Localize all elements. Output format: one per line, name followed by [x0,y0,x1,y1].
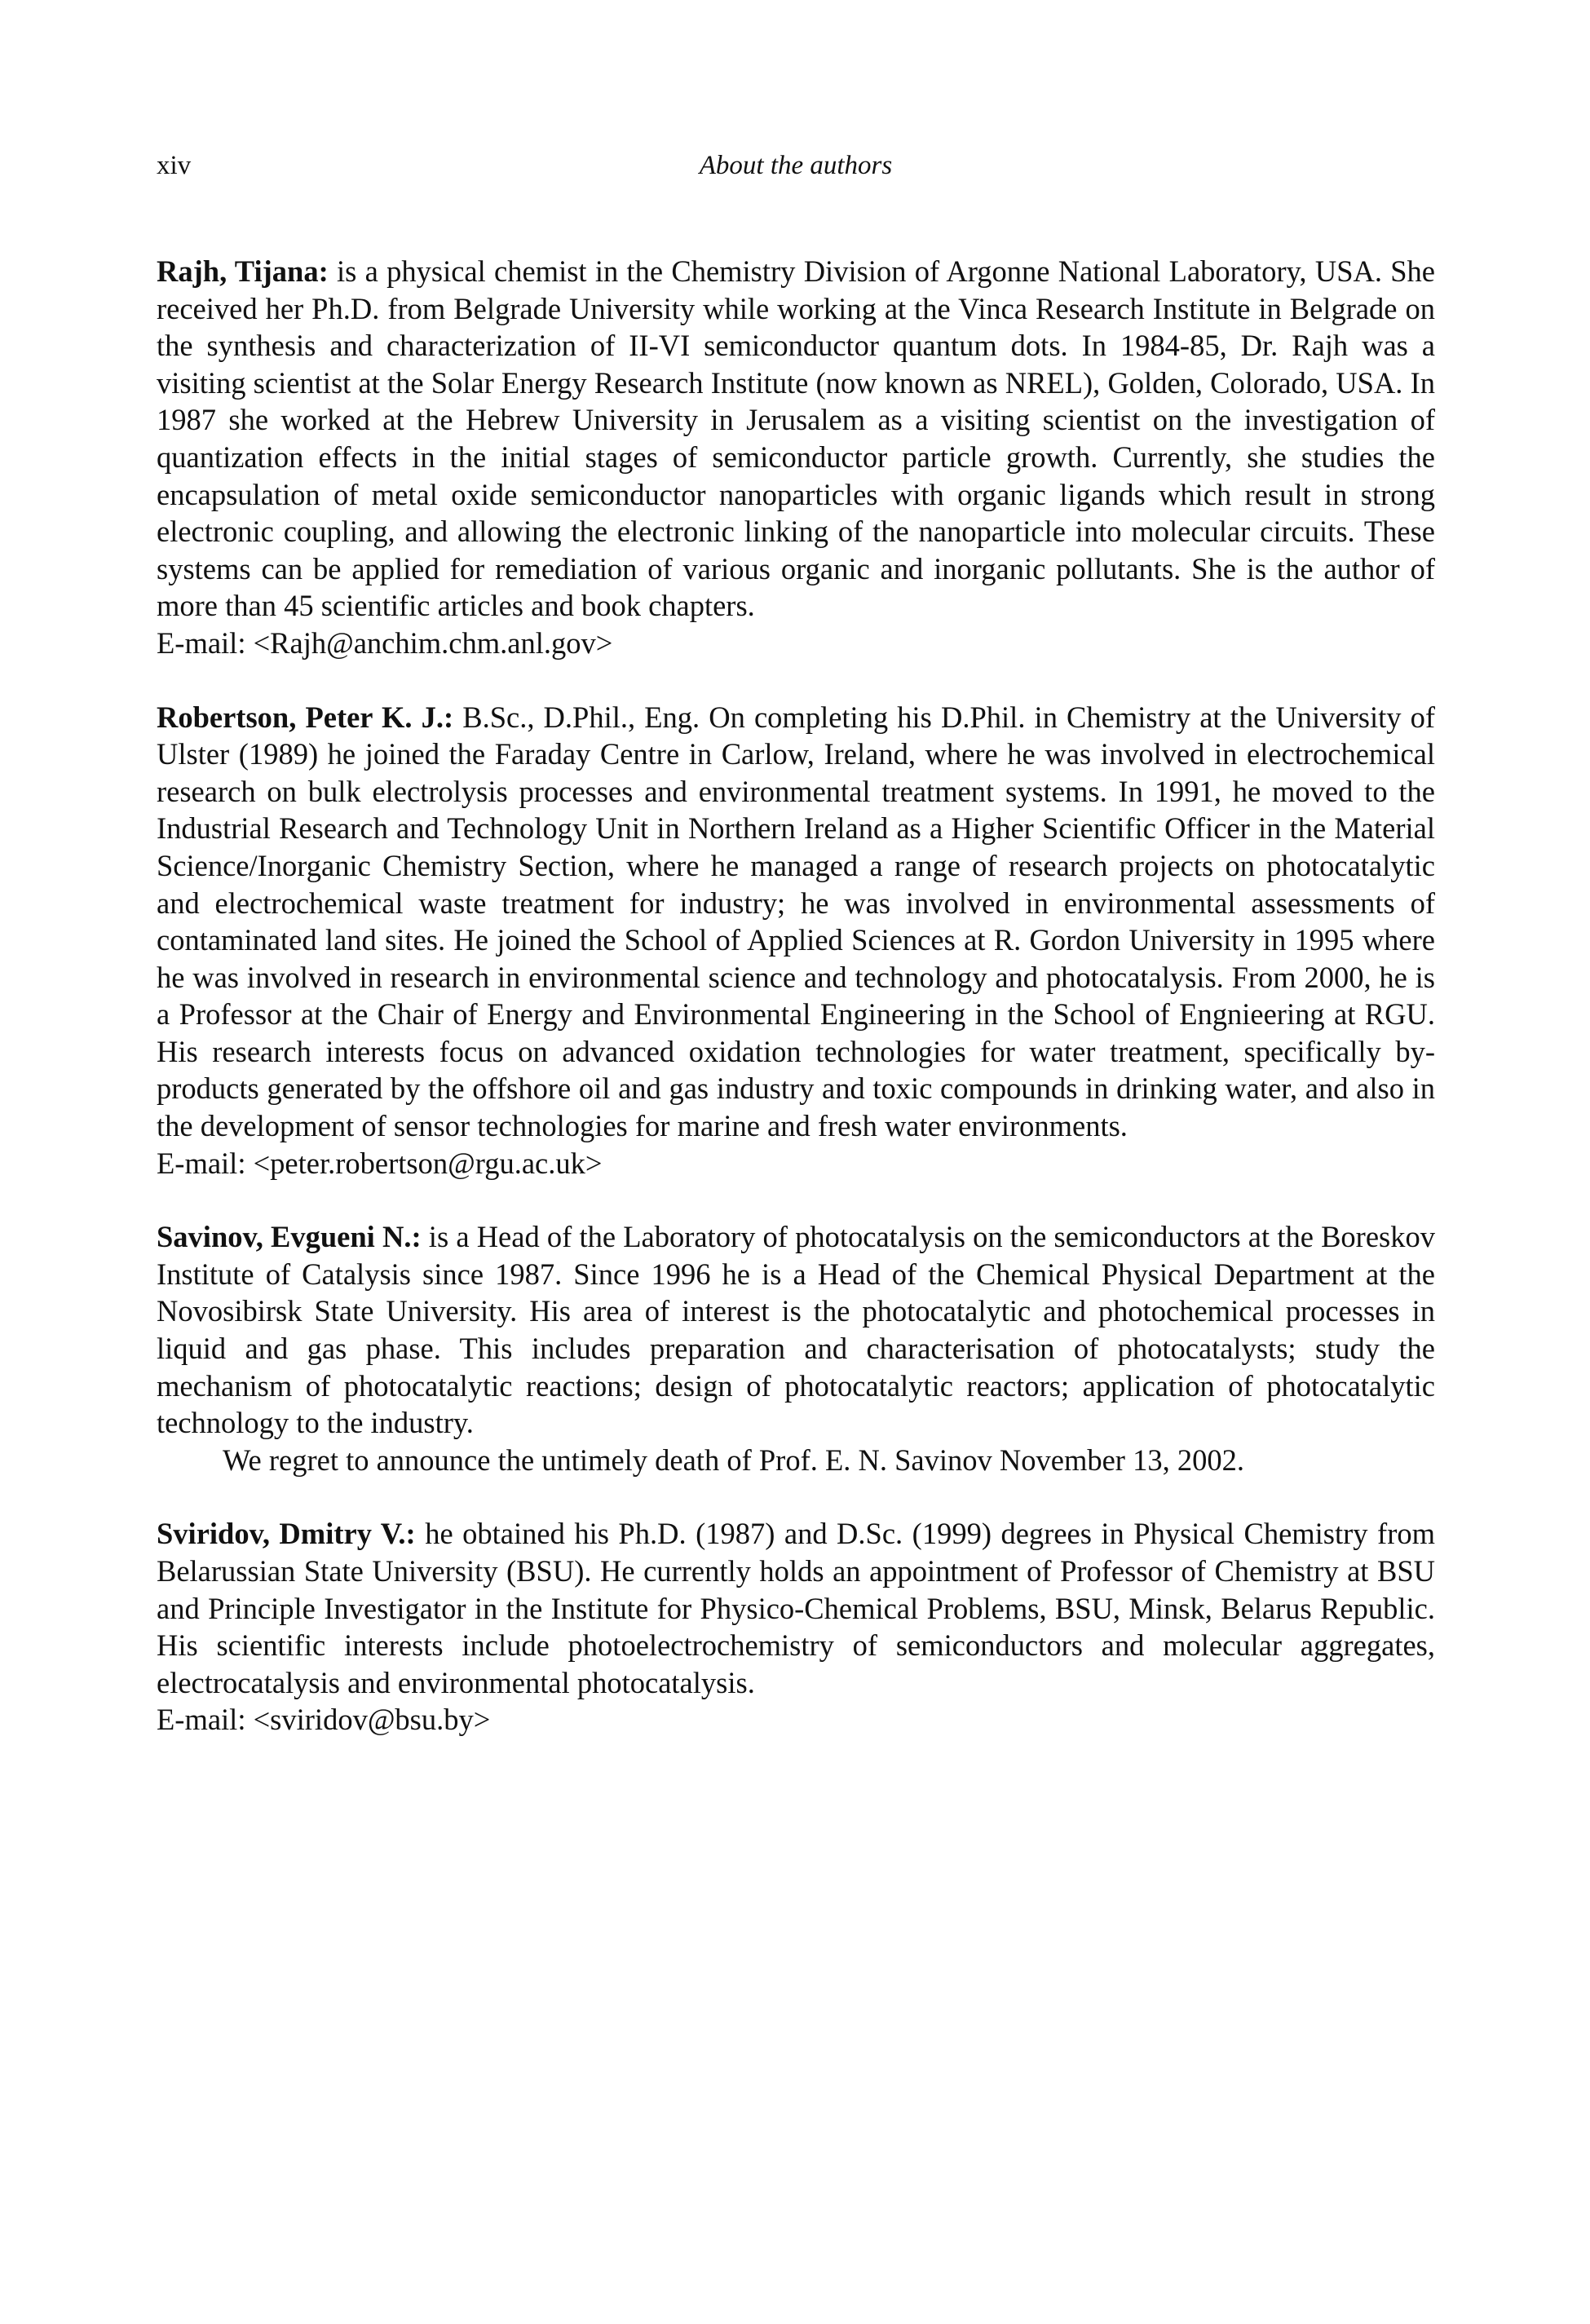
author-bio [157,1218,1435,1442]
author-bio [157,1515,1435,1701]
author-bio-text: is a Head of the Laboratory of photocatalysis on the semiconductors at the Boreskov Institute of Catalysis since 1987. Since 1996 he is a Head of the Chemical Physical Department at the Novosibirsk State University. His area of interest is the photocatalytic and photochemical processes in liquid and gas phase. This includes preparation and characterisation of photocatalysts; study the mechanism of photocatalytic reactions; design of photocatalytic reactors; application of photocatalytic technology to the industry. [157,1220,1435,1440]
author-bio-text: he obtained his Ph.D. (1987) and D.Sc. (1999) degrees in Physical Chemistry from Belarussian State University (BSU). He currently holds an appointment of Professor of Chemistry at BSU and Principle Investigator in the Institute for Physico-Chemical Problems, BSU, Minsk, Belarus Republic. His scientific interests include photoelectrochemistry of semiconductors and molecular aggregates, electrocatalysis and environmental photocatalysis. [157,1517,1435,1699]
author-name: Robertson, Peter K. J.: [157,700,454,734]
author-entry-savinov [157,1218,1435,1478]
author-email: E-mail: <Rajh@anchim.chm.anl.gov> [157,625,613,660]
running-title: About the authors [699,151,893,180]
author-list [157,253,1435,1775]
author-bio-text: is a physical chemist in the Chemistry Division of Argonne National Laboratory, USA. She received her Ph.D. from Belgrade University while working at the Vinca Research Institute in Belgrade on the synthesis and characterization of II-VI semiconductor quantum dots. In 1984-85, Dr. Rajh was a visiting scientist at the Solar Energy Research Institute (now known as NREL), Golden, Colorado, USA. In 1987 she worked at the Hebrew University in Jerusalem as a visiting scientist on the investigation of quantization effects in the initial stages of semiconductor particle growth. Currently, she studies the encapsulation of metal oxide semiconductor nanoparticles with organic ligands which result in strong electronic coupling, and allowing the electronic linking of the nanoparticle into molecular circuits. These systems can be applied for remediation of various organic and inorganic pollutants. She is the author of more than 45 scientific articles and book chapters. [157,254,1435,623]
page-number: xiv [157,151,192,180]
author-bio-text: B.Sc., D.Phil., Eng. On completing his D.Phil. in Chemistry at the University of Ulster (1989) he joined the Faraday Centre in Carlow, Ireland, where he was involved in electrochemical research on bulk electrolysis processes and environmental treatment systems. In 1991, he moved to the Industrial Research and Technology Unit in Northern Ireland as a Higher Scientific Officer in the Material Science/Inorganic Chemistry Section, where he managed a range of research projects on photocatalytic and electrochemical waste treatment for industry; he was involved in environmental assessments of contaminated land sites. He joined the School of Applied Sciences at R. Gordon University in 1995 where he was involved in research in environmental science and technology and photocatalysis. From 2000, he is a Professor at the Chair of Energy and Environmental Engineering in the School of Engnieering at RGU. His research interests focus on advanced oxidation technologies for water treatment, specifically by-products generated by the offshore oil and gas industry and toxic compounds in drinking water, and also in the development of sensor technologies for marine and fresh water environments. [157,700,1435,1143]
author-bio [157,699,1435,1145]
author-bio [157,253,1435,625]
memorial-note: We regret to announce the untimely death of Prof. E. N. Savinov November 13, 2002. [223,1443,1244,1477]
page-header [157,145,1435,186]
author-name: Savinov, Evgueni N.: [157,1220,422,1254]
author-email: E-mail: <peter.robertson@rgu.ac.uk> [157,1146,603,1180]
author-name: Sviridov, Dmitry V.: [157,1517,416,1551]
author-entry-robertson [157,699,1435,1182]
author-name: Rajh, Tijana: [157,254,329,288]
author-entry-rajh [157,253,1435,662]
author-email: E-mail: <sviridov@bsu.by> [157,1703,491,1737]
author-entry-sviridov [157,1515,1435,1739]
